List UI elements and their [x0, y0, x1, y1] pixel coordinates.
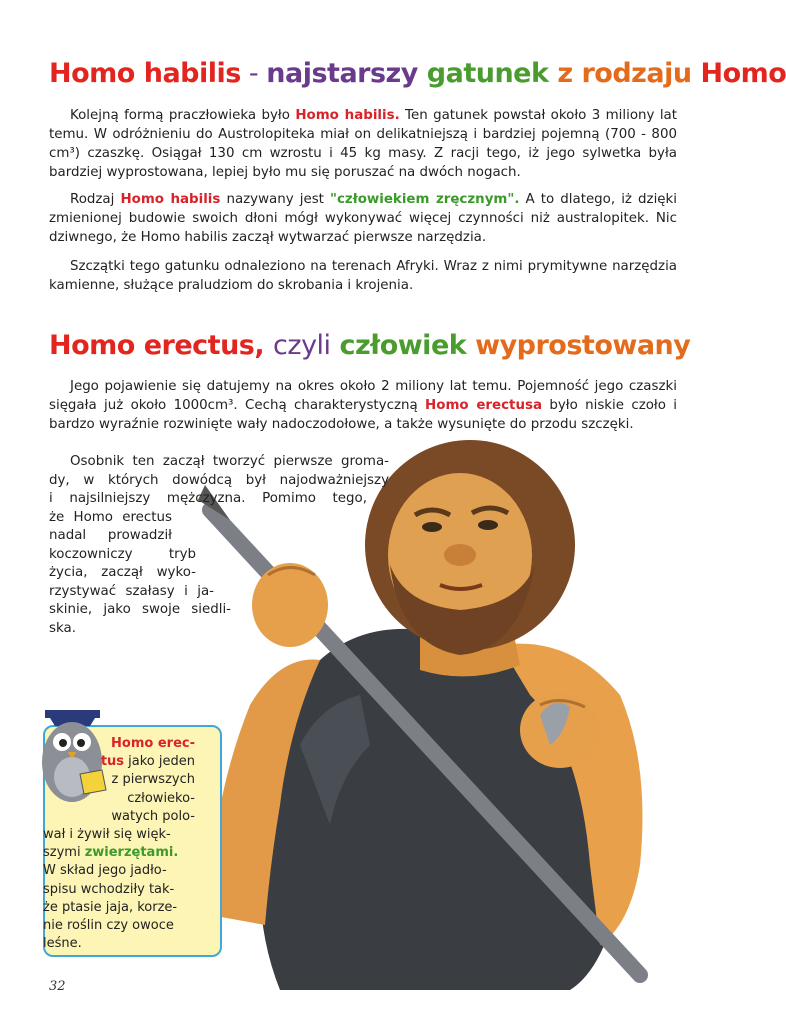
text: Kolejną formą praczłowieka było [70, 108, 296, 123]
text-line: życia, zaczął wyko- [49, 565, 196, 580]
text-line: spisu wchodziły tak- [43, 881, 175, 897]
paragraph [49, 257, 677, 295]
paragraph [49, 190, 677, 247]
text-line: rzystywać szałasy i ja- [49, 583, 214, 599]
page-number: 32 [49, 979, 66, 994]
text: Jego pojawienie się datujemy na okres około 2 miliony lat temu. Pojemność jego czaszki sięgała już około 1000cm³. Cechą charakterystyczną [49, 379, 677, 413]
info-box-text [43, 735, 195, 953]
section-title-homo-erectus [49, 330, 690, 361]
text-line: i najsilniejszy mężczyzna. Pomimo tego, [49, 491, 367, 506]
highlight: Homo habilis. [295, 108, 400, 123]
text-line: że Homo erectus [49, 509, 172, 525]
wrapped-paragraph [49, 453, 389, 638]
text-line: skinie, jako swoje siedli- [49, 602, 231, 617]
text: nazywany jest [220, 192, 331, 207]
text-line: człowieko- [127, 790, 195, 806]
text: Szczątki tego gatunku odnaleziono na terenach Afryki. Wraz z nimi prymitywne narzędzia kamienne, służące praludziom do skrobania i krojenia. [49, 259, 677, 293]
title-part: czyli [273, 330, 331, 361]
title-part: Homo habilis [49, 58, 241, 89]
highlight: Homo habilis [120, 192, 221, 207]
text-line: dy, w których dowódcą był najodważniejszy [49, 472, 389, 488]
text-line: że ptasie jaja, korze- [43, 899, 178, 915]
text: szymi [43, 845, 85, 861]
text-line: Osobnik ten zaczął tworzyć pierwsze groma- [70, 454, 389, 469]
text: jako jeden [124, 754, 195, 770]
text-line: nie roślin czy owoce [43, 918, 174, 934]
highlight: zwierzętami. [84, 845, 179, 861]
title-part: człowiek [339, 330, 467, 361]
section-title-homo-habilis [49, 58, 786, 89]
text-line: koczowniczy tryb [49, 546, 196, 562]
title-part: najstarszy [266, 58, 418, 89]
text-line: wał i żywił się więk- [43, 827, 171, 843]
paragraph [49, 377, 677, 434]
text-line: W skład jego jadło- [43, 863, 167, 879]
text-line: leśne. [43, 936, 82, 952]
title-part: - [240, 58, 267, 89]
highlight: tus [100, 754, 125, 770]
text-line: Homo erec- [111, 736, 195, 751]
text-line: watych polo- [111, 808, 195, 824]
paragraph [49, 106, 677, 182]
text: A to dlatego, iż dzięki zmienionej budowie swoich dłoni mógł wykonywać więcej czynności niż australopitek. Nic dziwnego, że Homo habilis zaczął wytwarzać pierwsze narzędzia. [49, 192, 677, 245]
text-line: z pierwszych [111, 772, 195, 788]
highlight: Homo erectusa [425, 398, 542, 413]
highlight: "człowiekiem zręcznym". [330, 192, 520, 207]
title-part: Homo [700, 58, 786, 89]
title-part: wyprostowany [475, 330, 691, 361]
title-part: z rodzaju [557, 58, 692, 89]
text: Ten gatunek powstał około 3 miliony lat temu. W odróżnieniu do Austrolopiteka miał on delikatniejszą i bardziej pojemną (700 - 800 cm³) czaszkę. Osiągał 130 cm wzrostu i 45 kg masy. Z racji tego, iż jego sylwetka była bardziej wyprostowana, lepiej było mu się poruszać na dwóch nogach. [49, 108, 677, 180]
title-part: gatunek [426, 58, 549, 89]
title-part: Homo erectus, [49, 330, 265, 361]
text-line: nadal prowadził [49, 528, 172, 543]
text: Rodzaj [70, 192, 121, 207]
text-line: ska. [49, 620, 76, 636]
text: było niskie czoło i bardzo wyraźnie rozwinięte wały nadoczodołowe, a także wysunięte do przodu szczęki. [49, 398, 677, 432]
